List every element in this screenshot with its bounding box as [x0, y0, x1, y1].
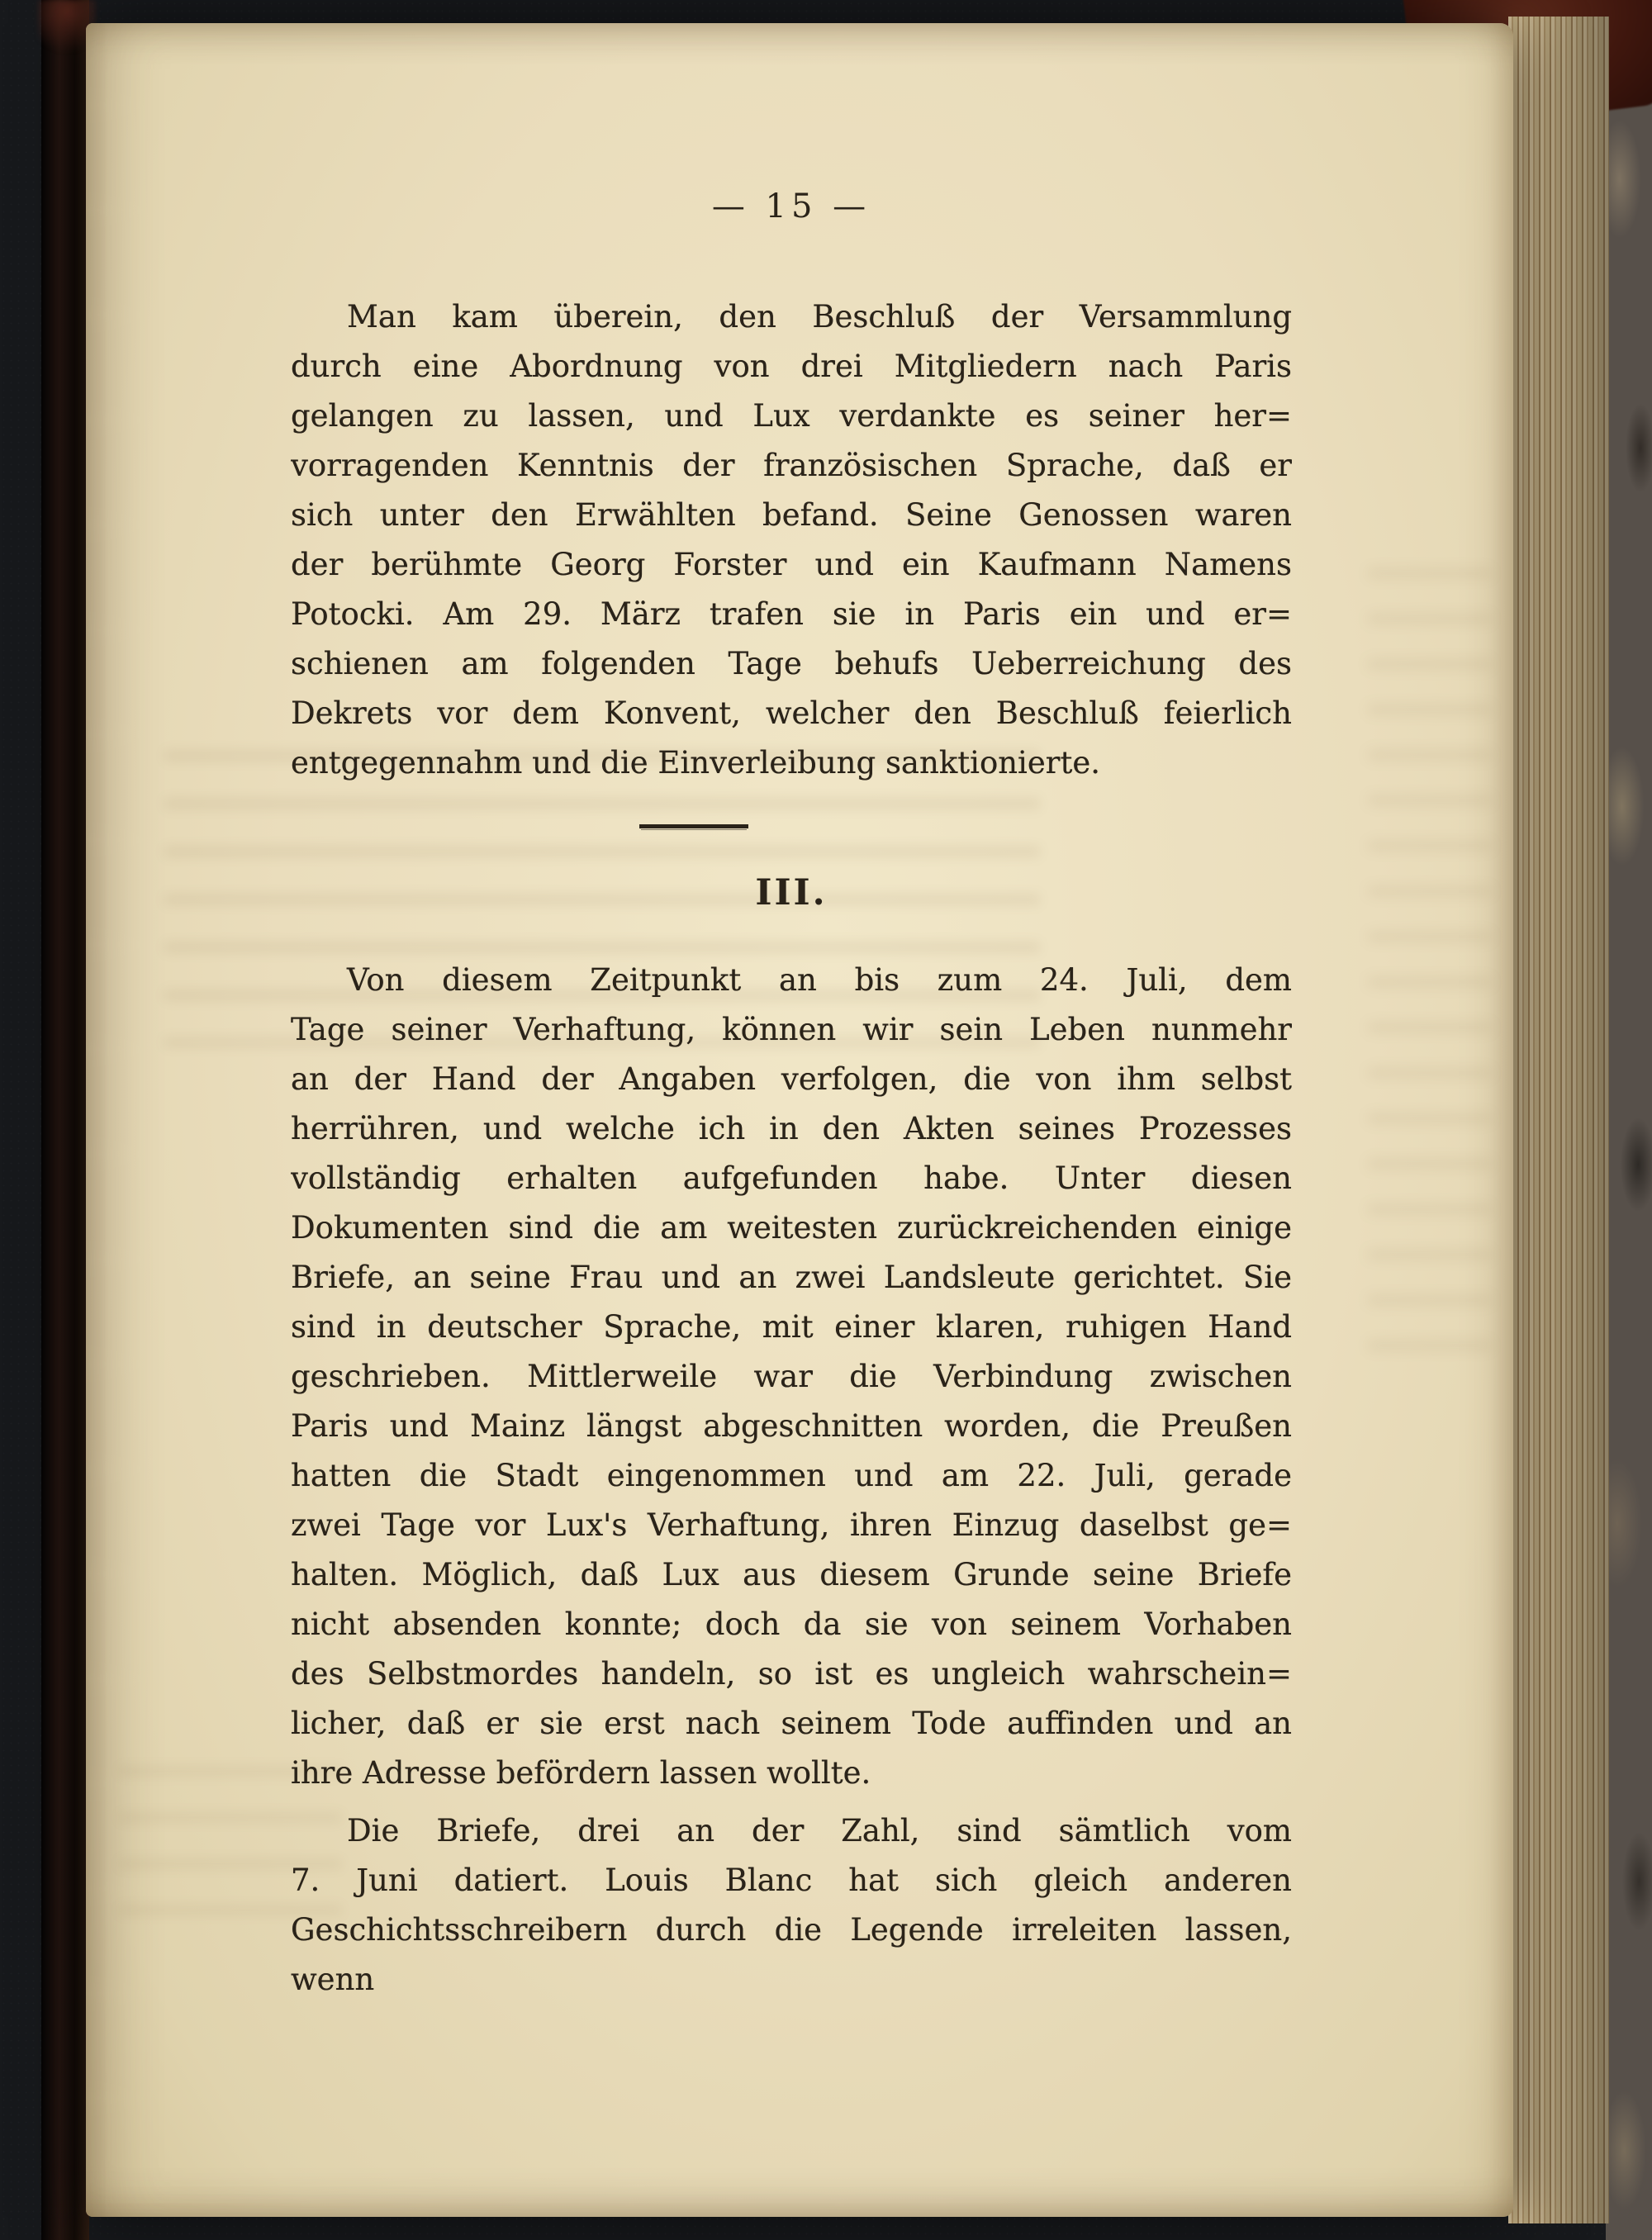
- paragraph: [291, 956, 1292, 1798]
- text-line: Man kam überein, den Beschluß der Versammlung: [347, 299, 1292, 335]
- book-spine: [41, 0, 89, 2240]
- text-line: nicht absenden konnte; doch da sie von seinem Vorhaben: [291, 1606, 1292, 1642]
- text-line: Geschichtsschreibern durch die Legende irreleiten lassen, wenn: [291, 1912, 1292, 1997]
- text-line: Paris und Mainz längst abgeschnitten worden, die Preußen: [291, 1408, 1292, 1444]
- text-line: geschrieben. Mittlerweile war die Verbindung zwischen: [291, 1359, 1292, 1394]
- text-line: Von diesem Zeitpunkt an bis zum 24. Juli, dem: [347, 962, 1292, 998]
- book-page: [86, 23, 1513, 2217]
- book-cover-marbled-edge: [1606, 0, 1652, 2240]
- paragraph: [291, 1806, 1292, 2005]
- section-heading: III.: [755, 872, 828, 914]
- text-line: Dokumenten sind die am weitesten zurückreichenden einige: [291, 1210, 1292, 1246]
- section-divider: [639, 824, 748, 828]
- text-line: durch eine Abordnung von drei Mitgliedern nach Paris: [291, 349, 1292, 384]
- text-line: Potocki. Am 29. März trafen sie in Paris ein und er=: [291, 596, 1292, 632]
- text-line: zwei Tage vor Lux's Verhaftung, ihren Einzug daselbst ge=: [291, 1507, 1292, 1543]
- text-line: sich unter den Erwählten befand. Seine Genossen waren: [291, 497, 1292, 533]
- text-line: herrühren, und welche ich in den Akten seines Prozesses: [291, 1111, 1292, 1146]
- text-line: sind in deutscher Sprache, mit einer klaren, ruhigen Hand: [291, 1309, 1292, 1345]
- text-block: [291, 23, 1292, 2005]
- text-line: hatten die Stadt eingenommen und am 22. Juli, gerade: [291, 1458, 1292, 1493]
- text-line: vollständig erhalten aufgefunden habe. Unter diesen: [291, 1160, 1292, 1196]
- text-line: Briefe, an seine Frau und an zwei Landsleute gerichtet. Sie: [291, 1260, 1292, 1295]
- text-line: licher, daß er sie erst nach seinem Tode auffinden und an: [291, 1706, 1292, 1741]
- text-line: entgegennahm und die Einverleibung sanktionierte.: [291, 745, 1100, 781]
- text-line: 7. Juni datiert. Louis Blanc hat sich gleich anderen: [291, 1863, 1292, 1898]
- text-line: schienen am folgenden Tage behufs Ueberreichung des: [291, 646, 1292, 681]
- paragraph: [291, 292, 1292, 788]
- text-line: vorragenden Kenntnis der französischen Sprache, daß er: [291, 448, 1292, 483]
- text-line: Die Briefe, drei an der Zahl, sind sämtlich vom: [347, 1813, 1292, 1848]
- text-line: des Selbstmordes handeln, so ist es ungleich wahrschein=: [291, 1656, 1292, 1692]
- text-line: Dekrets vor dem Konvent, welcher den Beschluß feierlich: [291, 695, 1292, 731]
- text-line: an der Hand der Angaben verfolgen, die von ihm selbst: [291, 1061, 1292, 1097]
- text-line: der berühmte Georg Forster und ein Kaufmann Namens: [291, 547, 1292, 582]
- text-line: Tage seiner Verhaftung, können wir sein Leben nunmehr: [291, 1012, 1292, 1047]
- ink-showthrough-texture: [1368, 568, 1492, 1378]
- page-fore-edges: [1508, 17, 1609, 2223]
- text-line: gelangen zu lassen, und Lux verdankte es seiner her=: [291, 398, 1292, 434]
- text-line: halten. Möglich, daß Lux aus diesem Grunde seine Briefe: [291, 1557, 1292, 1592]
- text-line: ihre Adresse befördern lassen wollte.: [291, 1755, 871, 1791]
- page-number: — 15 —: [711, 187, 871, 225]
